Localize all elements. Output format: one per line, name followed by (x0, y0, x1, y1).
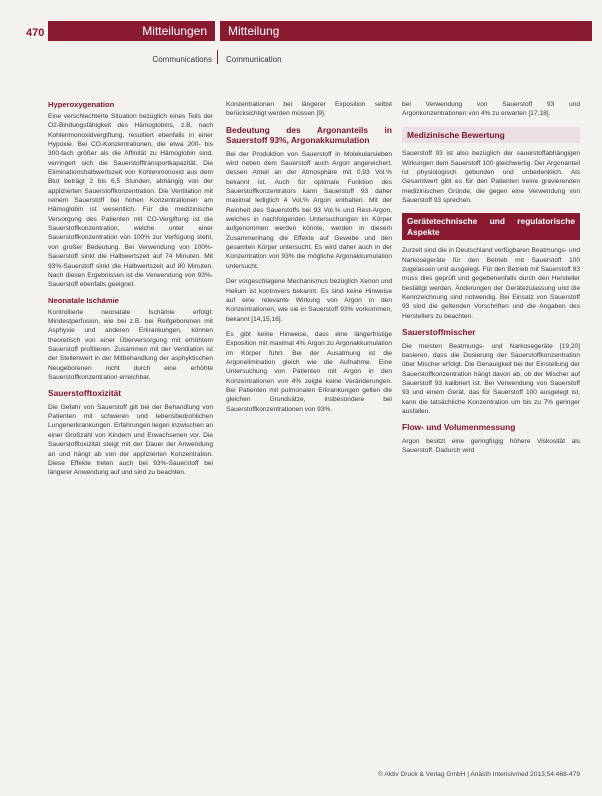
paragraph: Sauerstoff 93 ist also bezüglich der sauerstoffabhängigen Wirkungen dem Sauerstoff 100 gleichwertig. Der Argonanteil ist physiologisch gebunden und unbedenklich. Als Gesamtwert gibt es für den Patienten keine gravierenden medizinischen Gründe, die gegen eine Verwendung von Sauerstoff 93 sprechen. (402, 150, 580, 204)
paragraph: Es gibt keine Hinweise, dass eine längerfristige Exposition mit maximal 4% Argon zu Argonakkumulation im Körper führt. Bei der Ausatmung ist die Argonelimination gleich wie die Aufnahme. Eine Untersuchung von Patienten mit Argon in den Konzentrationen von 4% zeigte keine Veränderungen. Bei Patienten mit pulmonalen Erkrankungen gelten die gleichen Grundsätze, insbesondere bei Sauerstoffkonzentrationen von 93%. (226, 330, 392, 413)
paragraph: Der vorgeschlagene Mechanismus bezüglich Xenon und Helium ist kontrovers bekannt. Es sind keine Hinweise auf eine relevante Wirkung von Argon in den Konzentrationen, wie sie in Sauerstoff 93% vorkommen, bekannt [14,15,16]. (226, 278, 392, 323)
header-divider (217, 50, 218, 64)
section-subtitle-left: Communications (152, 55, 212, 64)
heading-sauerstoffmischer: Sauerstoffmischer (402, 327, 476, 337)
paragraph: Konzentrationen bei längerer Exposition selbst berücksichtigt werden müssen [9]. (226, 101, 392, 118)
page-number: 470 (26, 27, 45, 39)
section-bar-right (220, 21, 592, 41)
section-subtitle-right: Communication (226, 55, 282, 64)
heading-box-medizinische-bewertung: Medizinische Bewertung (402, 127, 580, 144)
paragraph: bei Verwendung von Sauerstoff 93 und Argonkonzentrationen von 4% zu erwarten [17,18]. (402, 101, 580, 118)
section-bar-left (48, 21, 215, 41)
heading-sauerstofftoxizitaet: Sauerstofftoxizität (48, 388, 122, 399)
heading-neonatale-ischaemie: Neonatale Ischämie (48, 295, 119, 305)
column-1 (48, 100, 213, 478)
heading-hyperoxygenation: Hyperoxygenation (48, 100, 115, 109)
paragraph: Eine verschlechterte Situation bezüglich eines Teils der O2-Bindungsfähigkeit des Hämoglobins, z.B. nach Kohlenmonoxidvergiftung, resultiert ebenfalls in einer Hypoxie. Bei CO-Konzentrationen, die etwa 200- bis 300-fach größer als die Affinität zu Hämoglobin sind, verringert sich die Sauerstofftransportkapazität. Die Eliminationshalbwertszeit von Kohlenmonoxid aus dem Blut beträgt 2 bis 6,5 Stunden, abhängig von der applizierten Sauerstoffkonzentration. Die Ventilation mit reinem Sauerstoff bei hohen Konzentrationen am Hämoglobin ist wesentlich. Für die medizinische Versorgung des Patienten mit CO-Vergiftung ist die Sauerstoffkonzentration, welche unter einer Sauerstoffkonzentration von 100% zur Verfügung steht, von großer Bedeutung. Bei Verwendung von 100%-Sauerstoff sinkt die Halbwertszeit auf 74 Minuten. Mit 93%-Sauerstoff sinkt die Halbwertszeit auf 80 Minuten. Nach diesen Ergebnissen ist die Verwendung von 93%-Sauerstoff ebenfalls geeignet. (48, 113, 213, 289)
heading-flow-volumenmessung: Flow- und Volumenmessung (402, 422, 516, 433)
column-3 (402, 100, 580, 455)
paragraph: Die meisten Beatmungs- und Narkosegeräte [19,20] basieren, dass die Dosierung der Sauerstoffkonzentration über Mischer erfolgt. Die Genauigkeit bei der Einstellung der Sauerstoffkonzentration hängt davon ab, ob der Mischer auf Sauerstoff 93 kalibriert ist. Bei Verwendung von Sauerstoff 93 und einem Gerät, das für Sauerstoff 100 ausgelegt ist, kann die tatsächliche Konzentration um bis zu 7% geringer ausfallen. (402, 342, 580, 415)
paragraph: Argon besitzt eine geringfügig höhere Viskosität als Sauerstoff. Dadurch wird (402, 437, 580, 455)
page-footer: © Aktiv Druck & Verlag GmbH | Anästh Intensivmed 2013;54:468-479 (378, 771, 580, 778)
heading-argonanteil: Bedeutung des Argonanteils in Sauerstoff 93%, Argonakkumulation (226, 124, 392, 146)
paragraph: Kontrollierte neonatale Ischämie erfolgt: Mindestperfusion, wie bei z.B. bei Reifgeborenen mit Asphyxie und anderen Erkrankungen, können theoretisch von einer Überversorgung mit erhöhtem Sauerstoff profitieren. Zusammen mit der Ventilation ist der Stellenwert in der Mitbehandlung der asphyktischen Neugeborenen nicht durch eine erhöhte Sauerstoffkonzentration erreichbar. (48, 308, 213, 381)
section-title-left: Mitteilungen (142, 24, 207, 38)
paragraph: Die Gefahr von Sauerstoff gilt bei der Behandlung von Patienten mit schweren und lebensbedrohlichen Lungenerkrankungen. Erfahrungen liegen inzwischen an einer Großzahl von Kindern und Erwachsenen vor. Die Sauerstofftoxizität steigt mit der Dauer der Anwendung an und hängt ab von der applizierten Konzentration. Diese Effekte treten auch bei 93%-Sauerstoff bei längerer Anwendung auf und sind zu beachten. (48, 403, 213, 477)
paragraph: Bei der Produktion von Sauerstoff in Molekularsieben wird neben dem Sauerstoff auch Argon angereichert, dessen Anteil an der Atmosphäre mit 0,93 Vol.% bekannt ist. Auch für optimale Funktion des Sauerstoffkonzentrators kann Sauerstoff 93 daher maximal lediglich 4 Vol.% Argon enthalten. Mit der Reinheit des Sauerstoffs bei 93 Vol.% und Rest-Argon, welches in nachfolgenden Untersuchungen im Körper aufgenommen werden könnte, werden in diesem Zusammenhang die Effekte auf Gewebe und den gesamten Körper untersucht. Es wird daher auch in der Konzentration von 93% die mögliche Argonakkumulation untersucht. (226, 150, 392, 270)
column-2 (226, 100, 392, 414)
heading-box-geraetetechnische-aspekte: Gerätetechnische und regulatorische Aspekte (402, 213, 580, 240)
page-header (0, 0, 602, 70)
paragraph: Zurzeit sind die in Deutschland verfügbaren Beatmungs- und Narkosegeräte für den Betrieb mit Sauerstoff 100 zugelassen und ausgelegt. Für den Betrieb mit Sauerstoff 93 muss dies geprüft und gegebenenfalls durch den Hersteller bestätigt werden. Änderungen der Gerätezulassung und die Kennzeichnung sind notwendig. Bei Einsatz von Sauerstoff 93 sind die geltenden Vorschriften und die Angaben des Herstellers zu beachten. (402, 247, 580, 320)
section-title-right: Mitteilung (228, 24, 280, 38)
